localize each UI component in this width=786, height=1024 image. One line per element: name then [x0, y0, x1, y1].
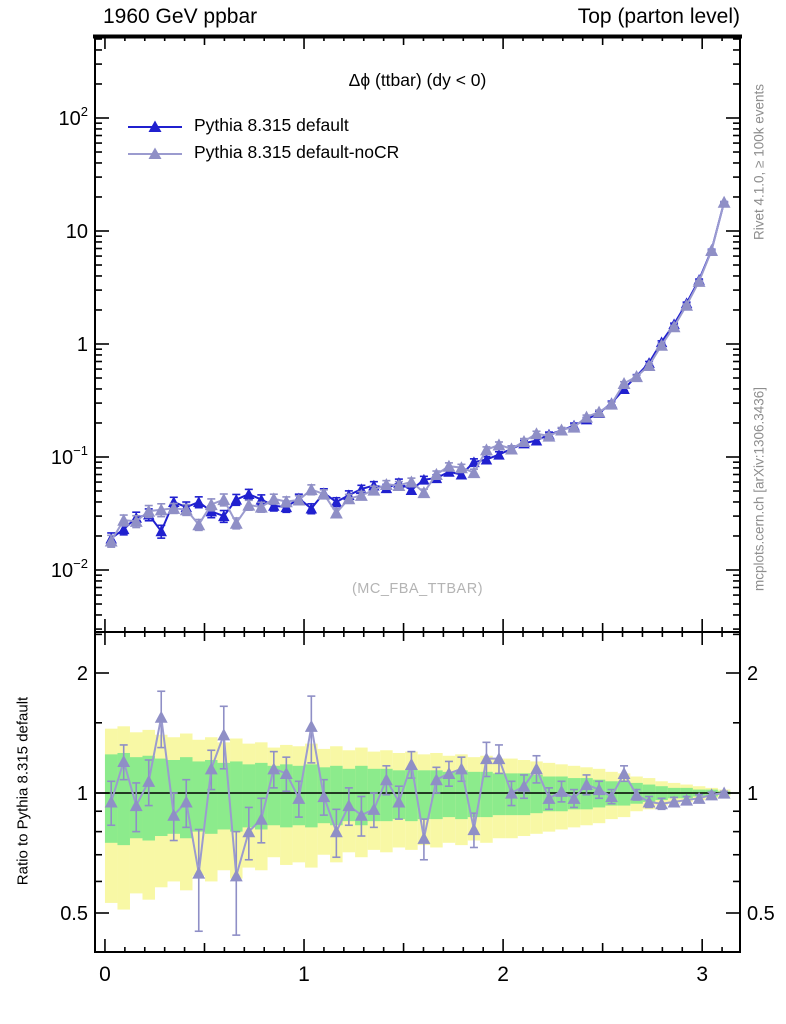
xtick-label: 0 — [99, 963, 111, 986]
main-ytick-label: 10 — [65, 221, 88, 243]
main-ytick-label: $10^{-1}$ — [50, 443, 88, 469]
legend-entry-1 — [127, 139, 399, 166]
ratio-ytick-label: 1 — [76, 783, 88, 805]
legend-marker-1 — [127, 145, 183, 161]
ratio-ytick-label: 0.5 — [747, 903, 775, 925]
legend-label-0: Pythia 8.315 default — [194, 115, 349, 135]
legend-marker-0 — [127, 118, 183, 134]
plot-title: Δϕ (ttbar) (dy < 0) — [348, 70, 487, 90]
ratio-ytick-label: 1 — [747, 783, 759, 805]
header-beam-label: 1960 GeV ppbar — [103, 5, 258, 28]
ratio-ytick-label: 2 — [76, 663, 88, 685]
rivet-version-caption: Rivet 4.1.0, ≥ 100k events — [751, 84, 767, 240]
main-ytick-label: $10^{-2}$ — [50, 556, 88, 582]
header-analysis-label: Top (parton level) — [577, 5, 740, 28]
legend-label-1: Pythia 8.315 default-noCR — [194, 142, 400, 162]
mcplots-arxiv-caption: mcplots.cern.ch [arXiv:1306.3436] — [751, 386, 767, 592]
main-series-0 — [105, 196, 729, 544]
main-ytick-label: 1 — [76, 334, 88, 356]
ratio-axis-label: Ratio to Pythia 8.315 default — [14, 696, 32, 886]
xtick-label: 1 — [298, 963, 310, 986]
xtick-label: 2 — [497, 963, 509, 986]
xtick-label: 3 — [696, 963, 709, 986]
legend — [127, 112, 399, 166]
main-ytick-label: $10^2$ — [58, 104, 88, 130]
main-series-1 — [105, 196, 731, 547]
ratio-ytick-label: 0.5 — [60, 903, 88, 925]
ratio-ytick-label: 2 — [747, 663, 759, 685]
analysis-watermark: (MC_FBA_TTBAR) — [351, 581, 484, 597]
legend-entry-0 — [127, 112, 399, 139]
